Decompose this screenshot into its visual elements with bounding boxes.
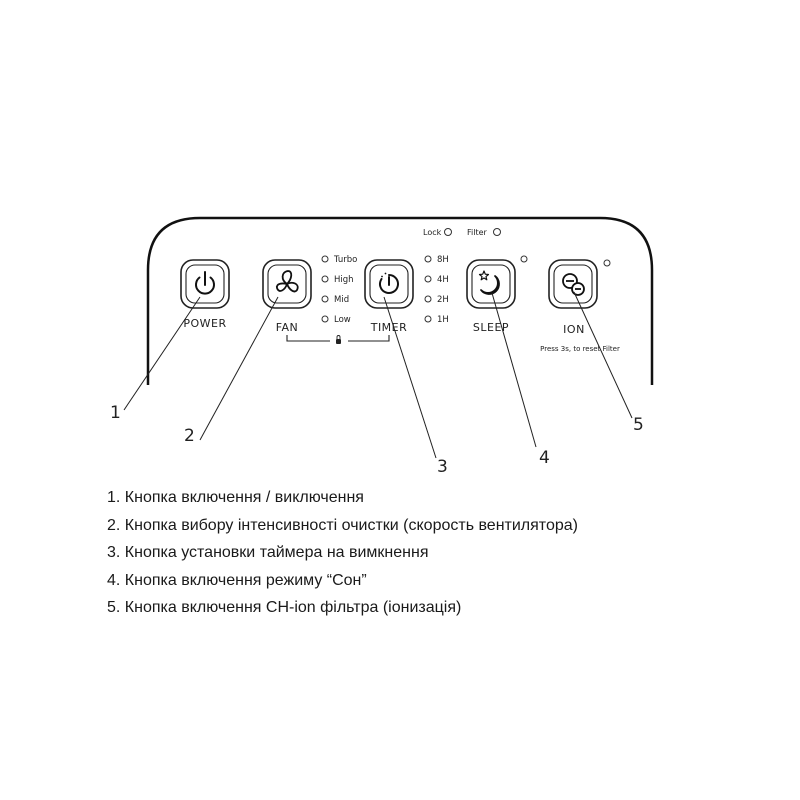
- sleep-label: SLEEP: [472, 321, 510, 334]
- ion-led: [604, 260, 610, 266]
- legend-item: 3. Кнопка установки таймера на вимкнення: [107, 544, 429, 561]
- timer-level-led: [425, 316, 431, 322]
- fan-level-label: Mid: [334, 295, 350, 305]
- filter-indicator-label: Filter: [467, 228, 487, 237]
- timer-level-led: [425, 256, 431, 262]
- timer-label: TIMER: [370, 321, 408, 334]
- sleep-led: [521, 256, 527, 262]
- callout-4: 4: [539, 448, 550, 468]
- leader-line-1: [124, 297, 200, 410]
- power-label: POWER: [183, 317, 227, 330]
- fan-level-label: High: [334, 275, 354, 285]
- fan-label: FAN: [275, 321, 299, 334]
- fan-button[interactable]: [263, 260, 311, 308]
- timer-level-label: 4H: [437, 275, 449, 285]
- leader-line-3: [384, 297, 436, 458]
- leader-line-5: [574, 292, 632, 418]
- callout-5: 5: [633, 415, 644, 435]
- callout-1: 1: [110, 403, 121, 423]
- legend-item: 2. Кнопка вибору інтенсивності очистки (скорость вентилятора): [107, 516, 578, 534]
- fan-level-led: [322, 256, 328, 262]
- legend-item: 1. Кнопка включення / виключення: [107, 489, 364, 506]
- legend-item: 4. Кнопка включення режиму “Сон”: [107, 571, 367, 589]
- timer-level-label: 2H: [437, 295, 449, 305]
- timer-level-led: [425, 296, 431, 302]
- legend-list: [107, 484, 578, 622]
- leader-line-4: [492, 293, 536, 447]
- ion-label: ION: [563, 323, 585, 336]
- callout-3: 3: [437, 457, 448, 477]
- timer-level-label: 8H: [437, 255, 449, 265]
- filter-led: [494, 229, 501, 236]
- legend-item: 5. Кнопка включення CH-ion фільтра (іонизація): [107, 599, 462, 616]
- fan-level-led: [322, 316, 328, 322]
- power-button[interactable]: [181, 260, 229, 308]
- timer-level-led: [425, 276, 431, 282]
- fan-level-led: [322, 296, 328, 302]
- callout-2: 2: [184, 426, 195, 446]
- ion-reset-note: Press 3s, to reset Filter: [540, 345, 620, 353]
- timer-levels: [425, 255, 449, 325]
- fan-levels: [322, 255, 357, 325]
- lock-indicator-label: Lock: [423, 228, 442, 237]
- fan-level-led: [322, 276, 328, 282]
- lock-led: [445, 229, 452, 236]
- timer-level-label: 1H: [437, 315, 449, 325]
- sleep-button[interactable]: [467, 260, 515, 308]
- fan-level-label: Turbo: [334, 255, 358, 265]
- lock-icon: [336, 336, 341, 345]
- fan-level-label: Low: [334, 315, 351, 325]
- ion-button[interactable]: [549, 260, 597, 308]
- timer-button[interactable]: [365, 260, 413, 308]
